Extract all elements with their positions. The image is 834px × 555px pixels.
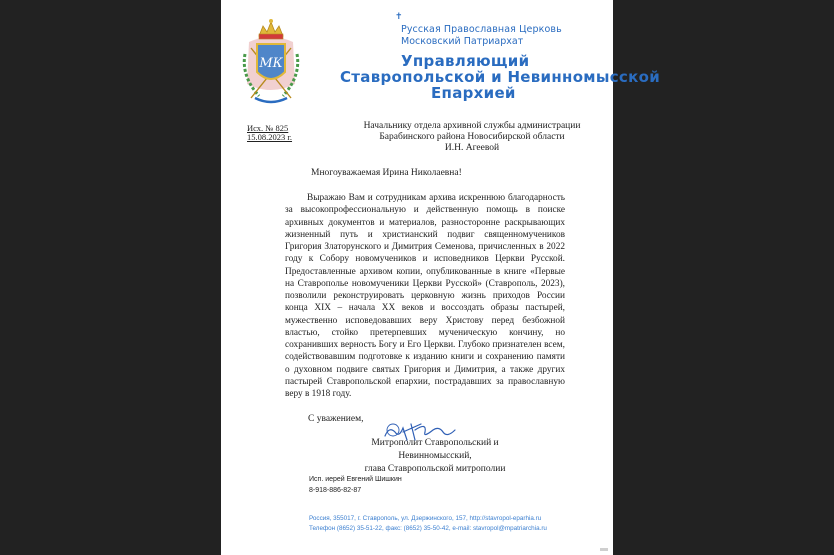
- addressee-line: И.Н. Агеевой: [444, 143, 500, 153]
- greeting: Многоуважаемая Ирина Николаевна!: [311, 168, 462, 178]
- outgoing-number: Исх. № 825: [247, 123, 289, 133]
- signatory-title-line: Митрополит Ставропольский и Невинномысский,: [371, 438, 499, 461]
- footer-contacts: Телефон (8652) 35-51-22, факс: (8652) 35-50-42, e-mail: stavropol@mpatriarchia.ru: [309, 525, 547, 532]
- letterhead-footer: [309, 514, 547, 534]
- letter-page: [221, 0, 661, 555]
- signatory-title: [337, 437, 533, 476]
- closing-regards: С уважением,: [308, 414, 364, 424]
- letterhead-title-line1: Управляющий: [401, 52, 530, 70]
- scan-artifact: [600, 548, 608, 551]
- letter-body: Выражаю Вам и сотрудникам архива искреннюю благодарность за высокопрофессиональную и действенную помощь в поиске архивных документов и материалов, разносторонне раскрывающих жизненный путь и христианский подвиг священномучеников Григория Златорунского и Димитрия Семенова, причисленных в 2022 году к Собору новомучеников и исповедников Церкви Русской. Предоставленные архивом копии, опубликованные в книге «Первые на Ставрополье новомученики Церкви Русской» (Ставрополь, 2023), позволили реконструировать церковную жизнь приходов России конца XIX – начала XX веков и воссоздать образы пастырей, мужественно исповедовавших веру Христову перед безбожной властью, стойко претерпевших мученическую кончину, но сохранивших верность Богу и Его Церкви. Глубоко признателен всем, содействовавшим подготовке к изданию книги и сохранению памяти о духовном подвиге святых Григория и Димитрия, а также других пастырей Ставропольской епархии, пострадавших за православную веру в 1918 году.: [285, 193, 565, 399]
- footer-address: Россия, 355017, г. Ставрополь, ул. Дзержинского, 157, http://stavropol-eparhia.ru: [309, 515, 542, 522]
- letterhead-title-line2: Ставропольской и Невинномысской: [340, 68, 661, 86]
- diocese-emblem-icon: [237, 14, 305, 110]
- church-name: Русская Православная Церковь: [401, 24, 562, 35]
- addressee-line: Барабинского района Новосибирской области: [379, 132, 565, 142]
- patriarchate-name: Московский Патриархат: [401, 36, 524, 47]
- executor-name: Исп. иерей Евгений Шишкин: [309, 476, 402, 483]
- executor-info: [309, 474, 402, 496]
- signatory-title-line: глава Ставропольской митрополии: [364, 464, 506, 474]
- executor-phone: 8-918-886-82-87: [309, 487, 362, 494]
- letterhead-title-line3: Епархией: [431, 84, 516, 102]
- addressee-block: [347, 121, 597, 154]
- svg-text:МК: МК: [259, 56, 283, 71]
- outgoing-date: 15.08.2023 г.: [247, 132, 293, 142]
- outgoing-reference: [247, 124, 292, 142]
- addressee-line: Начальнику отдела архивной службы администрации: [363, 121, 581, 131]
- header-cross: ✝: [395, 11, 403, 21]
